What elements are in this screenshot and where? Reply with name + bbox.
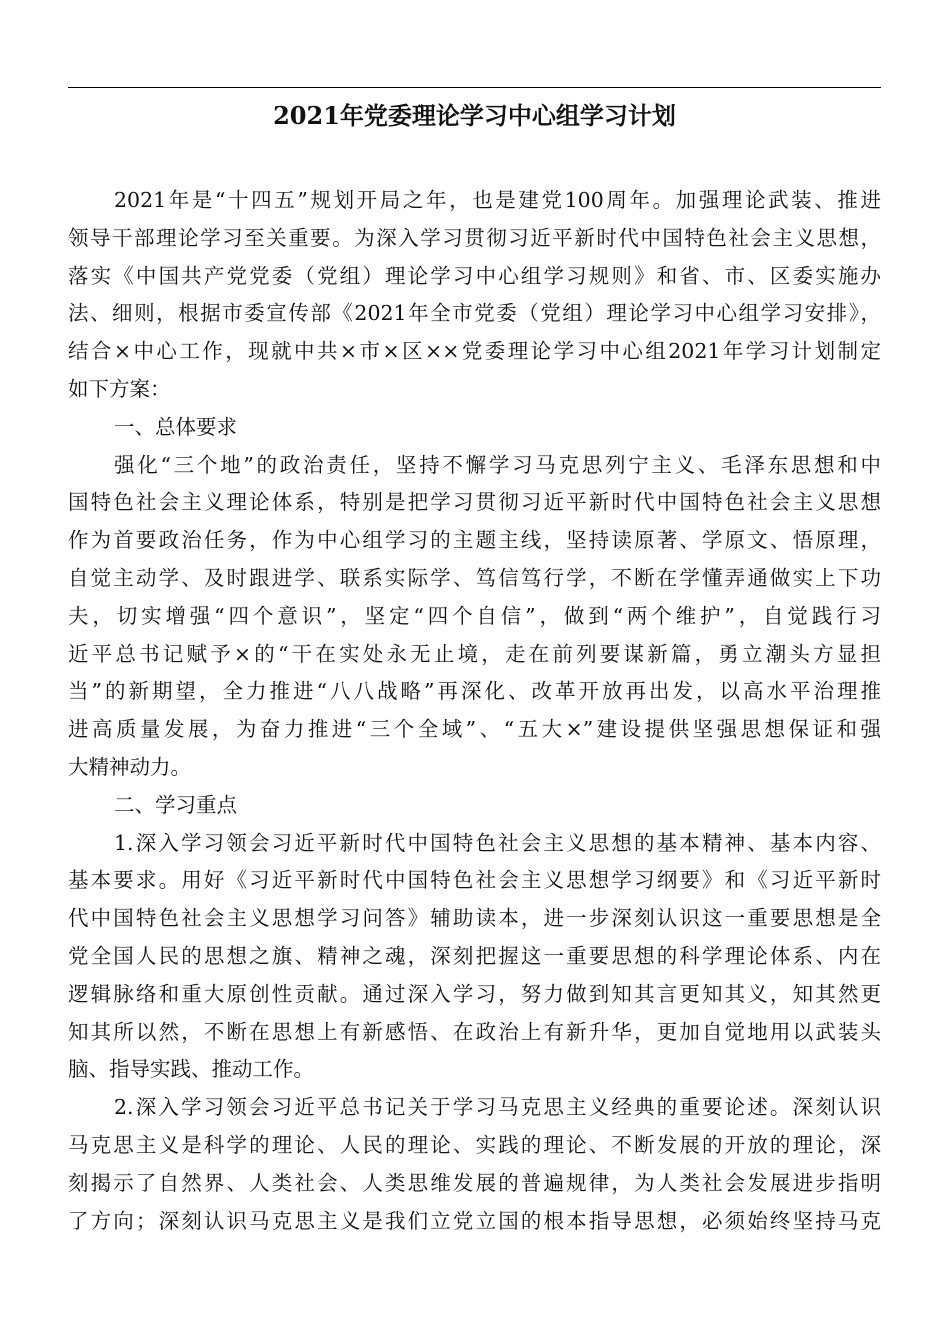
text-line: 脑、指导实践、推动工作。 xyxy=(68,1057,314,1082)
section-heading-text: 一、总体要求 xyxy=(114,414,237,439)
text-line: 知其所以然，不断在思想上有新感悟、在政治上有新升华，更加自觉地用以武装头 xyxy=(68,1019,881,1044)
general-requirements-paragraph xyxy=(68,447,881,787)
text-line: 法、细则，根据市委宣传部《2021年全市党委（党组）理论学习中心组学习安排》， xyxy=(68,301,881,326)
text-line: 了方向；深刻认识马克思主义是我们立党立国的根本指导思想，必须始终坚持马克 xyxy=(68,1208,881,1233)
text-line: 领导干部理论学习至关重要。为深入学习贯彻习近平新时代中国特色社会主义思想， xyxy=(68,225,881,250)
text-line: 基本要求。用好《习近平新时代中国特色社会主义思想学习纲要》和《习近平新时 xyxy=(68,868,881,893)
text-line: 自觉主动学、及时跟进学、联系实际学、笃信笃行学，不断在学懂弄通做实上下功 xyxy=(68,565,881,590)
text-line: 马克思主义是科学的理论、人民的理论、实践的理论、不断发展的开放的理论，深 xyxy=(68,1132,881,1157)
text-line: 作为首要政治任务，作为中心组学习的主题主线，坚持读原著、学原文、悟原理， xyxy=(68,528,881,553)
section-heading-text: 二、学习重点 xyxy=(114,792,237,817)
text-line: 进高质量发展，为奋力推进“三个全域”、“五大×”建设提供坚强思想保证和强 xyxy=(68,717,881,742)
text-line: 当”的新期望，全力推进“八八战略”再深化、改革开放再出发，以高水平治理推 xyxy=(68,679,881,704)
text-line: 1.深入学习领会习近平新时代中国特色社会主义思想的基本精神、基本内容、 xyxy=(114,830,881,855)
study-focus-item-2 xyxy=(68,1089,881,1240)
intro-paragraph xyxy=(68,182,881,409)
study-focus-item-1 xyxy=(68,825,881,1090)
text-line: 刻揭示了自然界、人类社会、人类思维发展的普遍规律，为人类社会发展进步指明 xyxy=(68,1170,881,1195)
text-line: 结合×中心工作，现就中共×市×区××党委理论学习中心组2021年学习计划制定 xyxy=(68,339,881,364)
text-line: 大精神动力。 xyxy=(68,754,191,779)
section-heading-study-focus xyxy=(68,787,881,825)
text-line: 逻辑脉络和重大原创性贡献。通过深入学习，努力做到知其言更知其义，知其然更 xyxy=(68,981,881,1006)
text-line: 2021年是“十四五”规划开局之年，也是建党100周年。加强理论武装、推进 xyxy=(114,188,881,212)
text-line: 代中国特色社会主义思想学习问答》辅助读本，进一步深刻认识这一重要思想是全 xyxy=(68,906,881,931)
text-line: 如下方案： xyxy=(68,376,171,401)
header-rule xyxy=(68,87,881,88)
text-line: 近平总书记赋予×的“干在实处永无止境，走在前列要谋新篇，勇立潮头方显担 xyxy=(68,641,881,666)
section-heading-general-requirements xyxy=(68,409,881,447)
document-body xyxy=(68,182,881,1240)
text-line: 国特色社会主义理论体系，特别是把学习贯彻习近平新时代中国特色社会主义思想 xyxy=(68,490,881,515)
text-line: 党全国人民的思想之旗、精神之魂，深刻把握这一重要思想的科学理论体系、内在 xyxy=(68,943,881,968)
text-line: 2.深入学习领会习近平总书记关于学习马克思主义经典的重要论述。深刻认识 xyxy=(114,1095,881,1120)
text-line: 落实《中国共产党党委（党组）理论学习中心组学习规则》和省、市、区委实施办 xyxy=(68,263,881,288)
text-line: 强化“三个地”的政治责任，坚持不懈学习马克思列宁主义、毛泽东思想和中 xyxy=(114,452,881,477)
document-title: 2021年党委理论学习中心组学习计划 xyxy=(273,101,676,130)
text-line: 夫，切实增强“四个意识”，坚定“四个自信”，做到“两个维护”，自觉践行习 xyxy=(68,603,881,628)
